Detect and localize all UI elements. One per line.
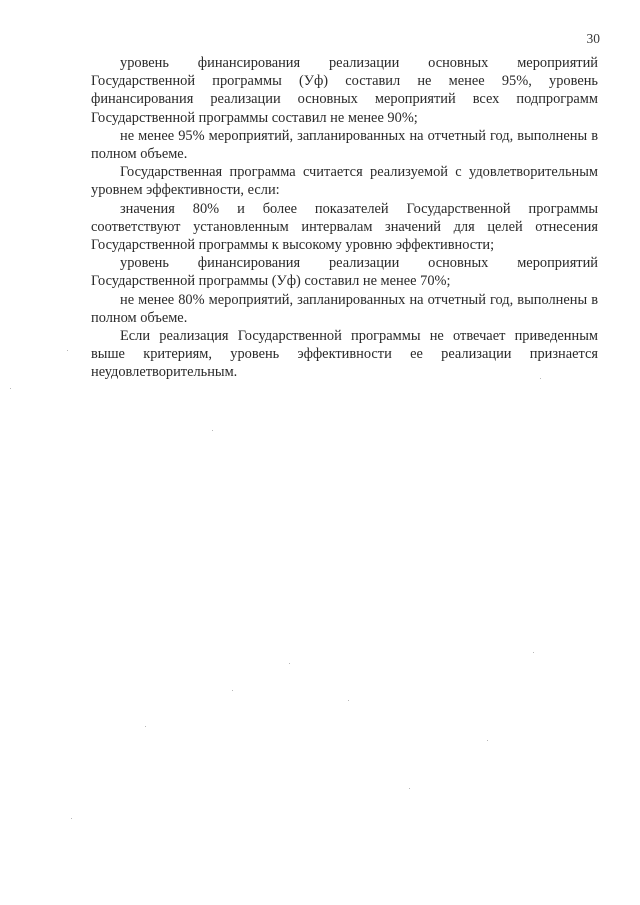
scan-speck [71, 818, 72, 819]
scan-speck [348, 700, 349, 701]
scan-speck [67, 350, 68, 351]
document-body [91, 54, 598, 382]
scan-speck [289, 663, 290, 664]
scan-speck [10, 388, 11, 389]
paragraph-funding-70: уровень финансирования реализации основных мероприятий Государственной программы (Уф) составил не менее 70%; [91, 255, 598, 290]
scan-speck [212, 430, 213, 431]
paragraph-funding-95: уровень финансирования реализации основных мероприятий Государственной программы (Уф) составил не менее 95%, уровень финансирования реализации основных мероприятий всех подпрограмм Государственной программы составил не менее 90%; [91, 55, 598, 126]
paragraph-satisfactory-intro: Государственная программа считается реализуемой с удовлетворительным уровнем эффективности, если: [91, 164, 598, 199]
page-number: 30 [586, 31, 600, 46]
paragraph-unsatisfactory: Если реализация Государственной программы не отвечает приведенным выше критериям, уровень эффективности ее реализации признается неудовлетворительным. [91, 328, 598, 381]
scan-speck [145, 726, 146, 727]
scan-speck [540, 378, 541, 379]
scan-speck [409, 788, 410, 789]
scan-speck [487, 740, 488, 741]
paragraph-measures-95: не менее 95% мероприятий, запланированных на отчетный год, выполнены в полном объеме. [91, 127, 598, 163]
scan-speck [232, 690, 233, 691]
scan-speck [533, 652, 534, 653]
paragraph-indicators-80: значения 80% и более показателей Государственной программы соответствуют установленным интервалам значений для целей отнесения Государственной программы к высокому уровню эффективности; [91, 200, 598, 254]
paragraph-measures-80: не менее 80% мероприятий, запланированных на отчетный год, выполнены в полном объеме. [91, 291, 598, 326]
